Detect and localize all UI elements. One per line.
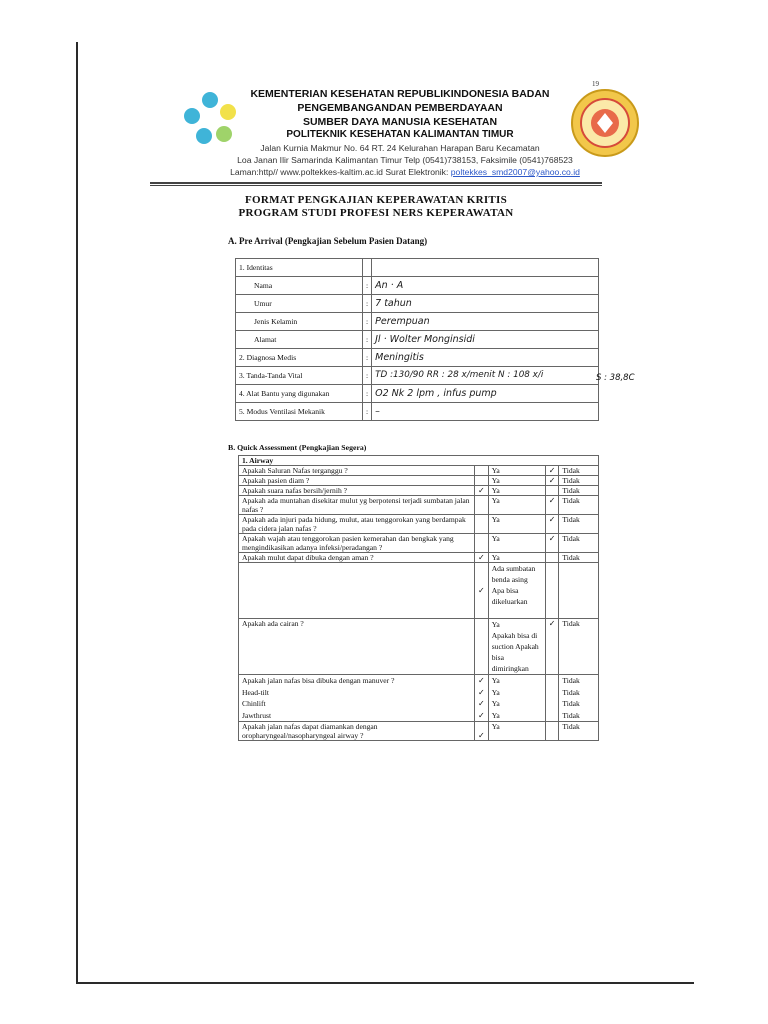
gender-value: Perempuan (372, 313, 599, 331)
row-label: Nama (236, 277, 363, 295)
check-mark-icon: ✓ (478, 553, 485, 562)
vital-signs-value: TD :130/90 RR : 28 x/menit N : 108 x/i (372, 367, 599, 385)
table-row (239, 722, 599, 741)
row-colon (363, 259, 372, 277)
ya-label: Ya (488, 553, 545, 563)
table-row (239, 553, 599, 563)
jawthrust-label: Jawthrust (242, 710, 272, 720)
tidak-checkbox[interactable] (545, 553, 559, 563)
tidak-label: Tidak (562, 676, 580, 685)
tidak-label: Tidak (559, 515, 599, 534)
diagnosis-value: Meningitis (372, 349, 599, 367)
question: Apakah suara nafas bersih/jernih ? (239, 486, 475, 496)
check-mark-icon: ✓ (478, 586, 485, 595)
cairan-tidak: Tidak (559, 619, 599, 675)
check-mark-icon: ✓ (478, 687, 485, 697)
cairan-ya-label: Ya (491, 620, 500, 629)
row-colon: : (363, 331, 372, 349)
table-row (236, 349, 599, 367)
table-row (239, 675, 599, 722)
ya-label: Ya (488, 466, 545, 476)
age-value: 7 tahun (372, 295, 599, 313)
chinlift-label: Chinlift (242, 699, 266, 708)
table-row (239, 486, 599, 496)
table-row (236, 385, 599, 403)
ya-label: Ya (488, 486, 545, 496)
form-title-line-1: FORMAT PENGKAJIAN KEPERAWATAN KRITIS (244, 194, 508, 206)
row-colon: : (363, 277, 372, 295)
sumbatan-checkbox[interactable] (475, 563, 489, 619)
header-address-1: Jalan Kurnia Makmur No. 64 RT. 24 Kelurahan Harapan Baru Kecamatan (260, 143, 540, 153)
ya-labels (488, 675, 545, 722)
ya-checkbox[interactable] (475, 486, 489, 496)
ya-checkbox[interactable] (475, 496, 489, 515)
question: Apakah ada muntahan disekitar mulut yg berpotensi terjadi sumbatan jalan nafas ? (239, 496, 475, 515)
tidak-label: Tidak (559, 496, 599, 515)
row-label: Jenis Kelamin (236, 313, 363, 331)
table-row (236, 259, 599, 277)
form-title-line-2: PROGRAM STUDI PROFESI NERS KEPERAWATAN (238, 207, 514, 219)
check-mark-icon: ✓ (548, 619, 556, 628)
tidak-checkbox[interactable] (545, 496, 559, 515)
row-label: 4. Alat Bantu yang digunakan (236, 385, 363, 403)
check-mark-icon: ✓ (478, 710, 485, 720)
sumbatan-label: Ada sumbatan benda asing Apa bisa dikeluarkan (488, 563, 545, 619)
tidak-checkbox[interactable] (545, 486, 559, 496)
ya-label: Ya (488, 722, 545, 741)
pre-arrival-table (235, 258, 599, 421)
check-mark-icon: ✓ (548, 515, 556, 524)
table-row (236, 367, 599, 385)
row-value (372, 259, 599, 277)
tidak-checkbox-group[interactable] (545, 675, 559, 722)
table-row (239, 515, 599, 534)
ya-checkbox[interactable] (475, 476, 489, 486)
ya-label: Ya (488, 515, 545, 534)
table-row (236, 313, 599, 331)
cairan-question: Apakah ada cairan ? (239, 619, 475, 675)
table-row (236, 403, 599, 421)
ya-label: Ya (491, 699, 500, 708)
airway-table (238, 455, 599, 741)
check-mark-icon: ✓ (548, 466, 556, 475)
section-a-heading: A. Pre Arrival (Pengkajian Sebelum Pasien Datang) (228, 236, 428, 246)
table-row (239, 456, 599, 466)
tidak-label: Tidak (562, 687, 580, 697)
check-mark-icon: ✓ (478, 731, 485, 740)
ya-label: Ya (488, 534, 545, 553)
table-row (239, 476, 599, 486)
ya-label: Ya (491, 676, 500, 685)
ya-checkbox[interactable] (475, 619, 489, 675)
row-label: 1. Identitas (236, 259, 363, 277)
cairan-detail: Apakah bisa di suction Apakah bisa dimiringkan (491, 631, 539, 673)
email-link[interactable]: poltekkes_smd2007@yahoo.co.id (450, 167, 580, 177)
row-colon: : (363, 313, 372, 331)
check-mark-icon: ✓ (548, 534, 556, 543)
tidak-labels (559, 675, 599, 722)
table-row (239, 619, 599, 675)
header-line-2: PENGEMBANGANDAN PEMBERDAYAAN (297, 102, 503, 114)
header-rule-thick (150, 182, 602, 184)
header-line-1: KEMENTERIAN KESEHATAN REPUBLIKINDONESIA BADAN (250, 88, 550, 100)
tidak-checkbox[interactable] (545, 563, 559, 619)
ya-checkbox[interactable] (475, 534, 489, 553)
check-mark-icon: ✓ (478, 676, 485, 685)
ya-label: Ya (488, 476, 545, 486)
table-row (239, 563, 599, 619)
tidak-checkbox[interactable] (545, 722, 559, 741)
tidak-checkbox[interactable] (545, 619, 559, 675)
header-line-3: SUMBER DAYA MANUSIA KESEHATAN (302, 116, 498, 128)
head-tilt-label: Head-tilt (242, 687, 269, 697)
tidak-label (559, 563, 599, 619)
ya-label: Ya (491, 687, 500, 697)
ya-checkbox-group[interactable] (475, 675, 489, 722)
tidak-label: Tidak (559, 553, 599, 563)
row-label: 2. Diagnosa Medis (236, 349, 363, 367)
question: Apakah pasien diam ? (239, 476, 475, 486)
temperature-overflow: S : 38,8C (596, 373, 635, 383)
section-b-heading: B. Quick Assessment (Pengkajian Segera) (228, 443, 367, 452)
row-colon: : (363, 403, 372, 421)
tidak-label: Tidak (562, 699, 580, 708)
question: Apakah ada injuri pada hidung, mulut, atau tenggorokan yang berdampak pada cidera jalan nafas ? (239, 515, 475, 534)
row-label: Umur (236, 295, 363, 313)
patient-name-value: An · A (372, 277, 599, 295)
ya-checkbox[interactable] (475, 515, 489, 534)
aid-device-value: O2 Nk 2 lpm , infus pump (372, 385, 599, 403)
airway-heading: 1. Airway (239, 456, 599, 466)
check-mark-icon: ✓ (478, 699, 485, 708)
cairan-ya (488, 619, 545, 675)
question: Apakah jalan nafas dapat diamankan dengan oropharyngeal/nasopharyngeal airway ? (239, 722, 475, 741)
ya-label: Ya (488, 496, 545, 515)
header-line-4: POLITEKNIK KESEHATAN KALIMANTAN TIMUR (286, 129, 514, 140)
table-row (236, 331, 599, 349)
tidak-checkbox[interactable] (545, 466, 559, 476)
ya-checkbox[interactable] (475, 553, 489, 563)
tidak-label: Tidak (559, 466, 599, 476)
row-colon: : (363, 367, 372, 385)
header-web-prefix: Laman:http// www.poltekkes-kaltim.ac.id Surat Elektronik: (230, 167, 451, 177)
row-label: 5. Modus Ventilasi Mekanik (236, 403, 363, 421)
ya-checkbox[interactable] (475, 722, 489, 741)
tidak-label: Tidak (559, 722, 599, 741)
ventilation-mode-value: – (372, 403, 599, 421)
tidak-checkbox[interactable] (545, 534, 559, 553)
ya-checkbox[interactable] (475, 466, 489, 476)
question: Apakah mulut dapat dibuka dengan aman ? (239, 553, 475, 563)
table-row (239, 534, 599, 553)
address-value: Jl · Wolter Monginsidi (372, 331, 599, 349)
check-mark-icon: ✓ (548, 476, 556, 485)
table-row (239, 496, 599, 515)
row-colon: : (363, 295, 372, 313)
ya-label: Ya (491, 710, 500, 720)
row-colon: : (363, 349, 372, 367)
table-row (239, 466, 599, 476)
check-mark-icon: ✓ (548, 496, 556, 505)
header-rule-thin (150, 185, 602, 186)
row-label: Alamat (236, 331, 363, 349)
table-row (236, 295, 599, 313)
header-address-2: Loa Janan Ilir Samarinda Kalimantan Timur Telp (0541)738153, Faksimile (0541)768523 (237, 155, 573, 165)
question: Apakah wajah atau tenggorokan pasien kemerahan dan bengkak yang mengindikasikan adanya infeksi/peradangan ? (239, 534, 475, 553)
row-label: 3. Tanda-Tanda Vital (236, 367, 363, 385)
manuver-question: Apakah jalan nafas bisa dibuka dengan manuver ? (242, 676, 395, 685)
row-colon: : (363, 385, 372, 403)
tidak-checkbox[interactable] (545, 476, 559, 486)
page-number: 19 (592, 80, 599, 88)
question: Apakah Saluran Nafas terganggu ? (239, 466, 475, 476)
manuver-questions (239, 675, 475, 722)
tidak-label: Tidak (559, 476, 599, 486)
tidak-label: Tidak (562, 710, 580, 720)
table-row (236, 277, 599, 295)
tidak-label: Tidak (559, 486, 599, 496)
question (239, 563, 475, 619)
tidak-label: Tidak (559, 534, 599, 553)
header-web (175, 167, 635, 177)
tidak-checkbox[interactable] (545, 515, 559, 534)
check-mark-icon: ✓ (478, 486, 485, 495)
